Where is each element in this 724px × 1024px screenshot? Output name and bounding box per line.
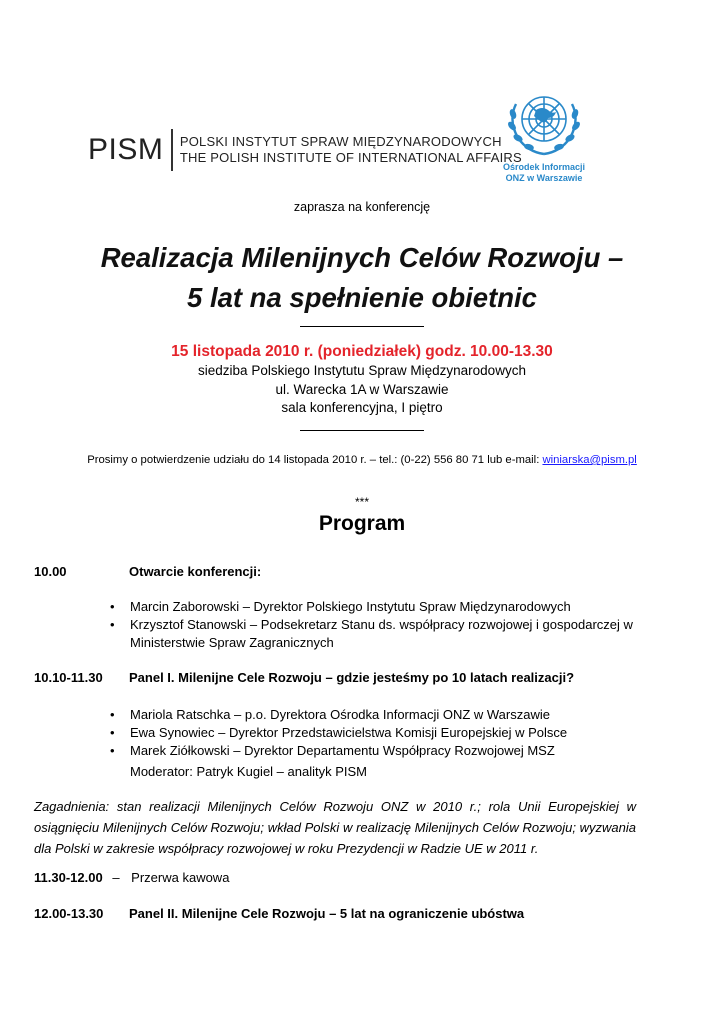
rsvp-note <box>0 454 724 466</box>
rsvp-email-link[interactable]: winiarska@pism.pl <box>542 454 637 466</box>
speaker: Ewa Synowiec – Dyrektor Przedstawicielstwa Komisji Europejskiej w Polsce <box>130 725 568 740</box>
event-date: 15 listopada 2010 r. (poniedziałek) godz. 10.00-13.30 <box>171 343 553 360</box>
divider-top <box>300 326 424 327</box>
title-line1: Realizacja Milenijnych Celów Rozwoju – <box>100 242 624 273</box>
panel1-title: Panel I. Milenijne Cele Rozwoju – gdzie jesteśmy po 10 latach realizacji? <box>129 670 575 685</box>
coffee-break <box>34 870 229 885</box>
logo-divider <box>171 129 173 171</box>
un-caption-line1: Ośrodek Informacji <box>502 162 586 172</box>
list-item <box>0 598 650 616</box>
bullet-icon: • <box>110 725 115 740</box>
opening-speakers <box>0 598 650 652</box>
pism-logo <box>88 128 522 172</box>
speaker: Marek Ziółkowski – Dyrektor Departamentu Współpracy Rozwojowej MSZ <box>130 743 555 758</box>
bullet-icon: • <box>110 743 115 758</box>
venue-line2: ul. Warecka 1A w Warszawie <box>275 382 449 397</box>
rsvp-text: Prosimy o potwierdzenie udziału do 14 listopada 2010 r. – tel.: (0-22) 556 80 71 lub e-mail: <box>87 454 543 466</box>
panel1-issues: Zagadnienia: stan realizacji Milenijnych Celów Rozwoju ONZ w 2010 r.; rola Unii Europejskiej w osiągnięciu Milenijnych Celów Rozwoju; wkład Polski w realizację Milenijnych Celów Rozwoju; wyzwania dla Polski w zakresie współpracy rozwojowej w roku Prezydencji w Radzie UE w 2011 r. <box>34 799 636 856</box>
un-caption-line2: ONZ w Warszawie <box>505 173 583 183</box>
list-item <box>0 742 567 760</box>
break-title: Przerwa kawowa <box>131 870 230 885</box>
un-information-centre-logo <box>494 86 594 184</box>
speaker: Krzysztof Stanowski – Podsekretarz Stanu ds. współpracy rozwojowej i gospodarczej w Ministerstwie Spraw Zagranicznych <box>130 617 633 650</box>
opening-time: 10.00 <box>34 564 67 579</box>
pism-institute-names <box>180 134 522 166</box>
panel1-moderator: Moderator: Patryk Kugiel – analityk PISM <box>130 764 367 779</box>
list-item <box>0 616 650 652</box>
pism-name-pl: POLSKI INSTYTUT SPRAW MIĘDZYNARODOWYCH <box>179 134 502 149</box>
list-item <box>0 706 567 724</box>
break-time: 11.30-12.00 <box>34 870 103 885</box>
list-item <box>0 724 567 742</box>
un-emblem-icon <box>496 86 592 160</box>
separator: *** <box>354 495 369 509</box>
title-line2: 5 lat na spełnienie obietnic <box>187 282 537 313</box>
opening-title: Otwarcie konferencji: <box>129 564 262 579</box>
bullet-icon: • <box>110 707 115 722</box>
invitation-text: zaprasza na konferencję <box>293 200 431 214</box>
program-heading: Program <box>318 512 406 535</box>
speaker: Mariola Ratschka – p.o. Dyrektora Ośrodka Informacji ONZ w Warszawie <box>130 707 550 722</box>
panel1-time: 10.10-11.30 <box>34 670 103 685</box>
panel2-title: Panel II. Milenijne Cele Rozwoju – 5 lat na ograniczenie ubóstwa <box>129 906 525 921</box>
venue-line3: sala konferencyjna, I piętro <box>281 400 443 415</box>
pism-name-en: THE POLISH INSTITUTE OF INTERNATIONAL AFFAIRS <box>179 150 522 165</box>
un-logo-caption <box>494 162 594 184</box>
panel2-time: 12.00-13.30 <box>34 906 104 921</box>
bullet-icon: • <box>110 599 115 614</box>
divider-bottom <box>300 430 424 431</box>
speaker: Marcin Zaborowski – Dyrektor Polskiego Instytutu Spraw Międzynarodowych <box>130 599 571 614</box>
bullet-icon: • <box>110 617 115 632</box>
pism-wordmark: PISM <box>88 133 164 166</box>
conference-title <box>0 238 724 318</box>
break-dash: – <box>112 870 120 885</box>
venue-line1: siedziba Polskiego Instytutu Spraw Międzynarodowych <box>198 363 526 378</box>
panel1-speakers <box>0 706 567 760</box>
